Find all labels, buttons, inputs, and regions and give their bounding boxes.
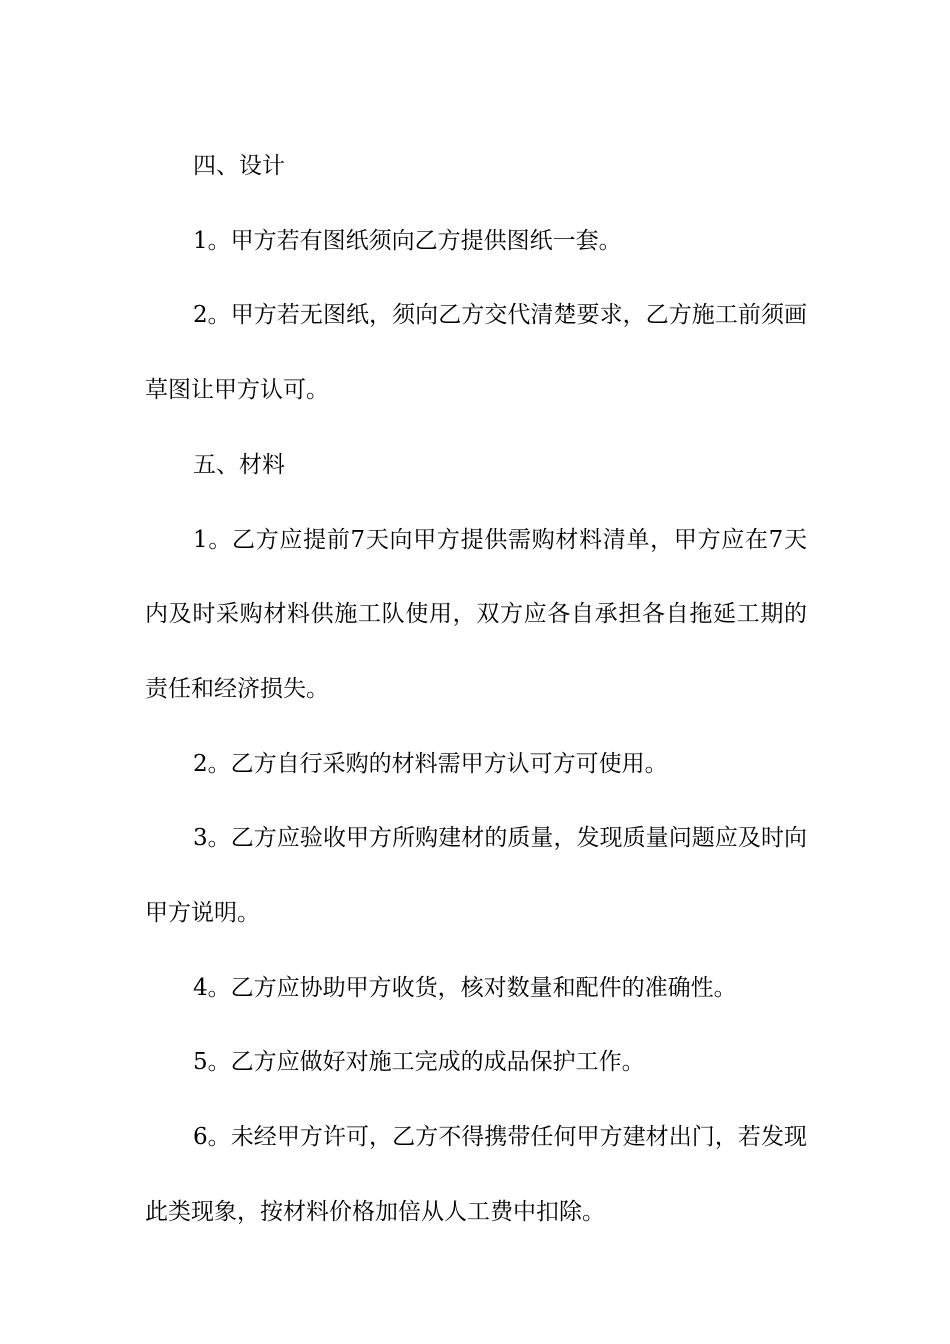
- materials-clause-1: 1。乙方应提前7天向甲方提供需购材料清单，甲方应在7天内及时采购材料供施工队使用，双方应各自承担各自拖延工期的责任和经济损失。: [145, 526, 807, 702]
- document-body: [145, 129, 807, 1250]
- design-clause-1: 1。甲方若有图纸须向乙方提供图纸一套。: [193, 227, 622, 254]
- materials-clause-2: 2。乙方自行采购的材料需甲方认可方可使用。: [193, 750, 668, 777]
- section-heading-materials: 五、材料: [193, 451, 285, 478]
- design-clause-2: 2。甲方若无图纸，须向乙方交代清楚要求，乙方施工前须画草图让甲方认可。: [145, 302, 807, 404]
- materials-clause-5: 5。乙方应做好对施工完成的成品保护工作。: [193, 1049, 645, 1076]
- materials-clause-4: 4。乙方应协助甲方收货，核对数量和配件的准确性。: [193, 974, 737, 1001]
- materials-clause-6: 6。未经甲方许可，乙方不得携带任何甲方建材出门，若发现此类现象，按材料价格加倍从人工费中扣除。: [145, 1124, 807, 1225]
- section-heading-design: 四、设计: [193, 153, 285, 179]
- materials-clause-3: 3。乙方应验收甲方所购建材的质量，发现质量问题应及时向甲方说明。: [145, 825, 807, 927]
